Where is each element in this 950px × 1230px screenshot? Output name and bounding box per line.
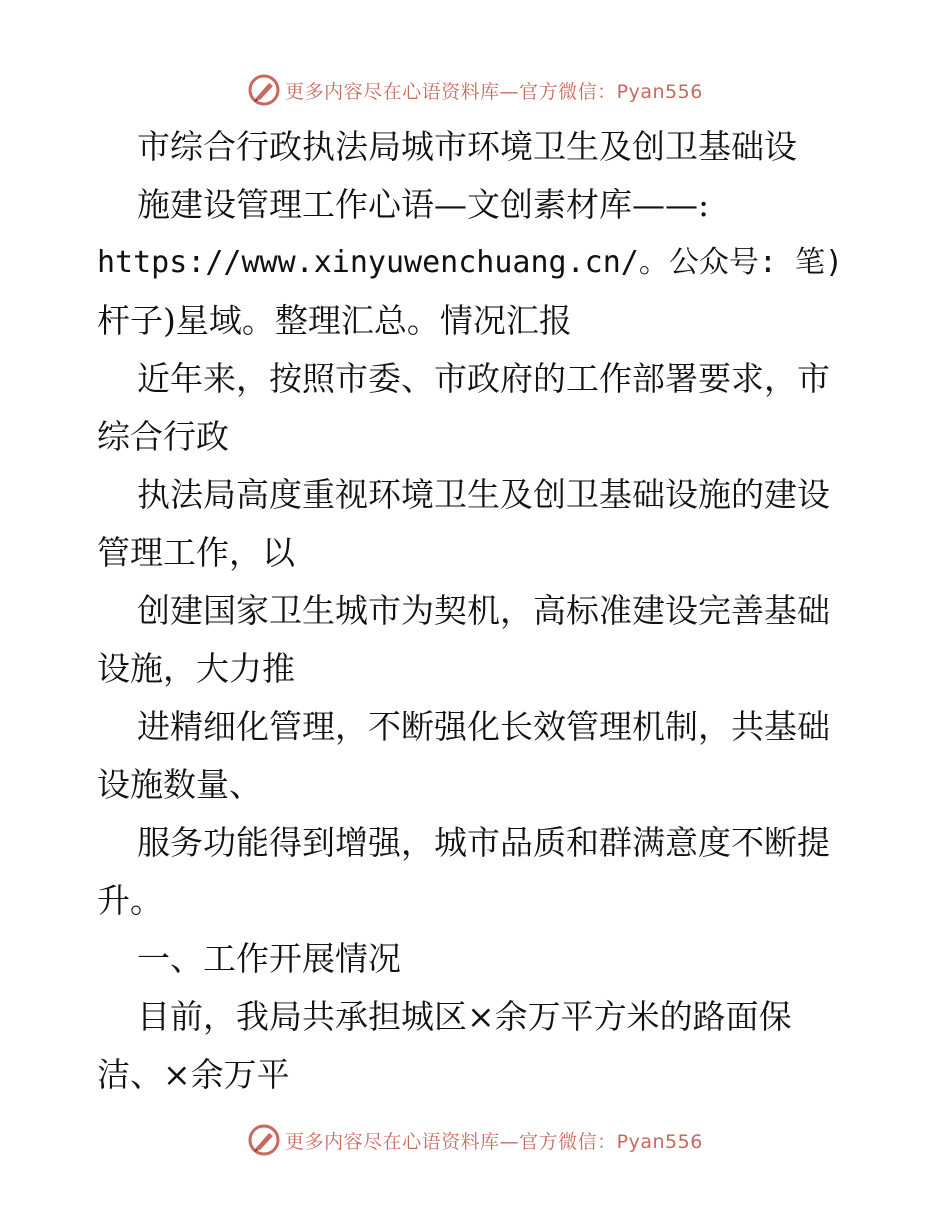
text-line: 目前，我局共承担城区×余万平方米的路面保: [137, 997, 792, 1036]
text-line: 近年来，按照市委、市政府的工作部署要求，市: [137, 359, 830, 398]
text-line: 执法局高度重视环境卫生及创卫基础设施的建设: [137, 475, 830, 514]
text-line: 进精细化管理，不断强化长效管理机制，共基础: [137, 707, 830, 746]
text-line: 综合行政: [97, 417, 229, 456]
watermark-text: 更多内容尽在心语资料库—官方微信：Pyan556: [285, 80, 703, 103]
text-line: 服务功能得到增强，城市品质和群满意度不断提: [137, 823, 830, 862]
text-line: 设施，大力推: [97, 649, 295, 688]
text-line: 设施数量、: [97, 765, 262, 804]
footer-watermark: [0, 1120, 950, 1160]
document-body: [97, 118, 857, 1104]
text-line: 升。: [97, 881, 163, 920]
text-line: 创建国家卫生城市为契机，高标准建设完善基础: [137, 591, 830, 630]
text-line: 市综合行政执法局城市环境卫生及创卫基础设: [137, 127, 797, 166]
text-line: https://www.xinyuwenchuang.cn/。公众号: 笔): [97, 245, 844, 280]
text-line: 杆子)星域。整理汇总。情况汇报: [97, 301, 572, 340]
text-line: 施建设管理工作心语—文创素材库——:: [137, 185, 710, 224]
text-line: 管理工作，以: [97, 533, 295, 572]
text-line: 一、工作开展情况: [137, 939, 401, 978]
header-watermark: [0, 70, 950, 110]
text-line: 洁、×余万平: [97, 1055, 290, 1094]
watermark-text: 更多内容尽在心语资料库—官方微信：Pyan556: [285, 1130, 703, 1153]
pen-logo-icon: [247, 73, 281, 107]
pen-logo-icon: [247, 1123, 281, 1157]
